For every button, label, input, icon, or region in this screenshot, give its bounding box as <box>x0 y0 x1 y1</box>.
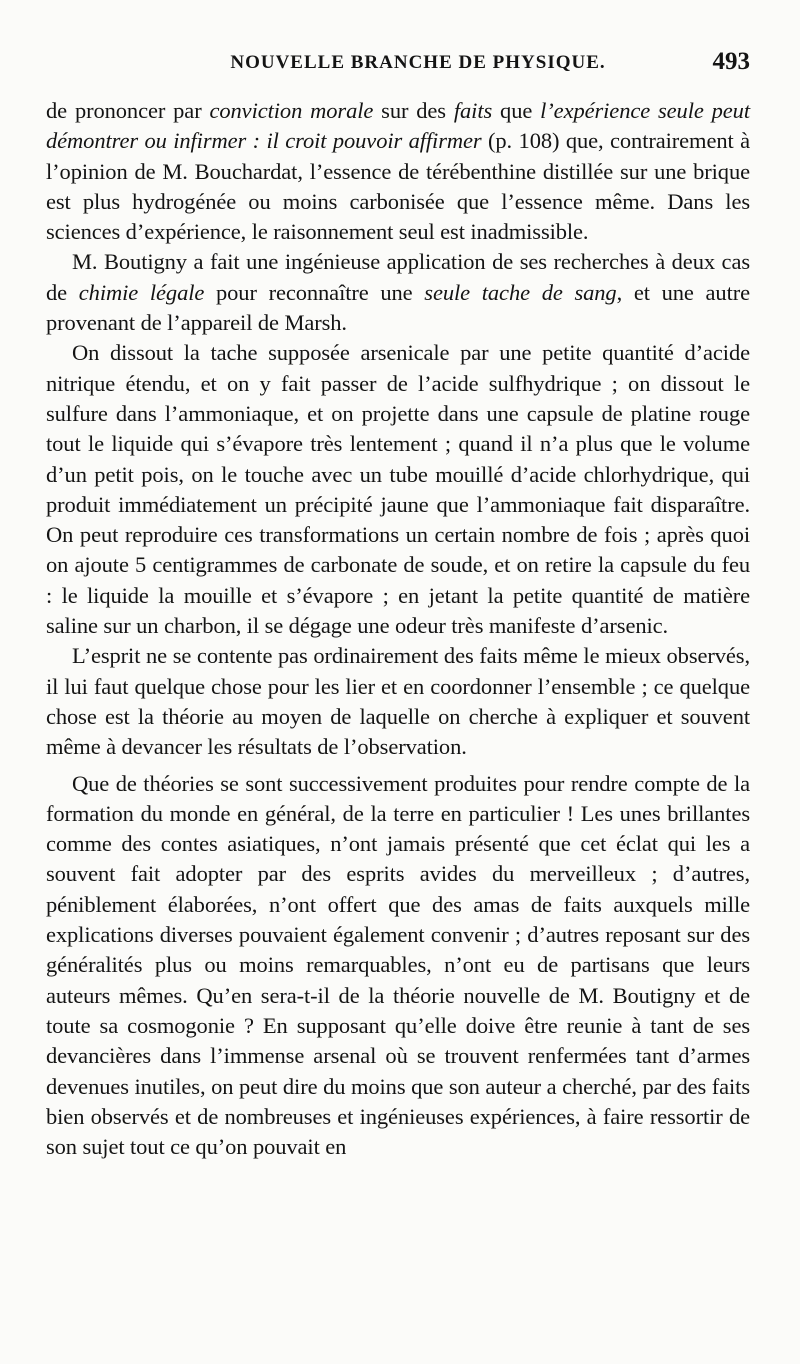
paragraph <box>46 96 750 247</box>
text-run: pour reconnaître une <box>204 279 425 305</box>
text-run: L’esprit ne se contente pas ordinairement des faits même le mieux observés, il lui faut quelque chose pour les lier et en coordonner l’ensemble ; ce quelque chose est la théorie au moyen de laquelle on cherche à expliquer et souvent même à devancer les résultats de l’observation. <box>46 643 750 760</box>
italic-run: chimie légale <box>78 279 205 305</box>
page-number: 493 <box>712 48 750 75</box>
paragraph <box>46 641 750 762</box>
italic-run: conviction morale <box>209 98 374 123</box>
text-run: (p. 108) que, contrairement à l’opinion de M. Bouchardat, l’essence de térébenthine distillée sur une brique est plus hydrogénée ou moins carbonisée que l’essence même. Dans les sciences d’expérience, le raisonnement seul est inadmissible. <box>46 128 750 245</box>
paragraph <box>46 769 750 1163</box>
paragraph <box>46 247 750 338</box>
body-text <box>46 96 750 1162</box>
text-run: de prononcer par <box>46 98 210 123</box>
text-run: , et une autre provenant de l’appareil de Marsh. <box>46 279 750 336</box>
text-run: Que de théories se sont successivement produites pour rendre compte de la formation du monde en général, de la terre en particulier ! Les unes brillantes comme des contes asiatiques, n’ont jamais présenté que cet éclat qui les a souvent fait adopter par des esprits avides du merveilleux ; d’autres, péniblement élaborées, n’ont offert que des amas de faits auxquels mille explications diverses pouvaient également convenir ; d’autres reposant sur des généralités plus ou moins remarquables, n’ont eu de partisans que leurs auteurs mêmes. Qu’en sera-t-il de la théorie nouvelle de M. Boutigny et de toute sa cosmogonie ? En supposant qu’elle doive être reunie à tant de ses devancières dans l’immense arsenal où se trouvent renfermées tant d’armes devenues inutiles, on peut dire du moins que son auteur a cherché, par des faits bien observés et de nombreuses et ingénieuses expériences, à faire ressortir de son sujet tout ce qu’on pouvait en <box>46 770 750 1160</box>
italic-run: l’expérience seule peut démontrer ou infirmer : il croit pouvoir affirmer <box>46 98 750 154</box>
text-run: On dissout la tache supposée arsenicale par une petite quantité d’acide nitrique étendu, et on y fait passer de l’acide sulfhydrique ; on dissout le sulfure dans l’ammoniaque, et on projette dans une capsule de platine rouge tout le liquide qui s’évapore très lentement ; quand il n’a plus que le volume d’un petit pois, on le touche avec un tube mouillé d’acide chlorhydrique, qui produit immédiatement un précipité jaune que l’ammoniaque fait disparaître. On peut reproduire ces transformations un certain nombre de fois ; après quoi on ajoute 5 centigrammes de carbonate de soude, et on retire la capsule du feu : le liquide la mouille et s’évapore ; en jetant la petite quantité de matière saline sur un charbon, il se dégage une odeur très manifeste d’arsenic. <box>46 340 750 639</box>
running-title: NOUVELLE BRANCHE DE PHYSIQUE. <box>230 52 606 73</box>
italic-run: seule tache de sang <box>424 279 617 305</box>
paragraph <box>46 338 750 641</box>
text-run: que <box>492 98 541 123</box>
page-header <box>46 48 750 86</box>
text-run: sur des <box>373 98 454 123</box>
text-run: M. Boutigny a fait une ingénieuse application de ses recherches à deux cas de <box>46 249 750 305</box>
italic-run: faits <box>453 98 493 123</box>
